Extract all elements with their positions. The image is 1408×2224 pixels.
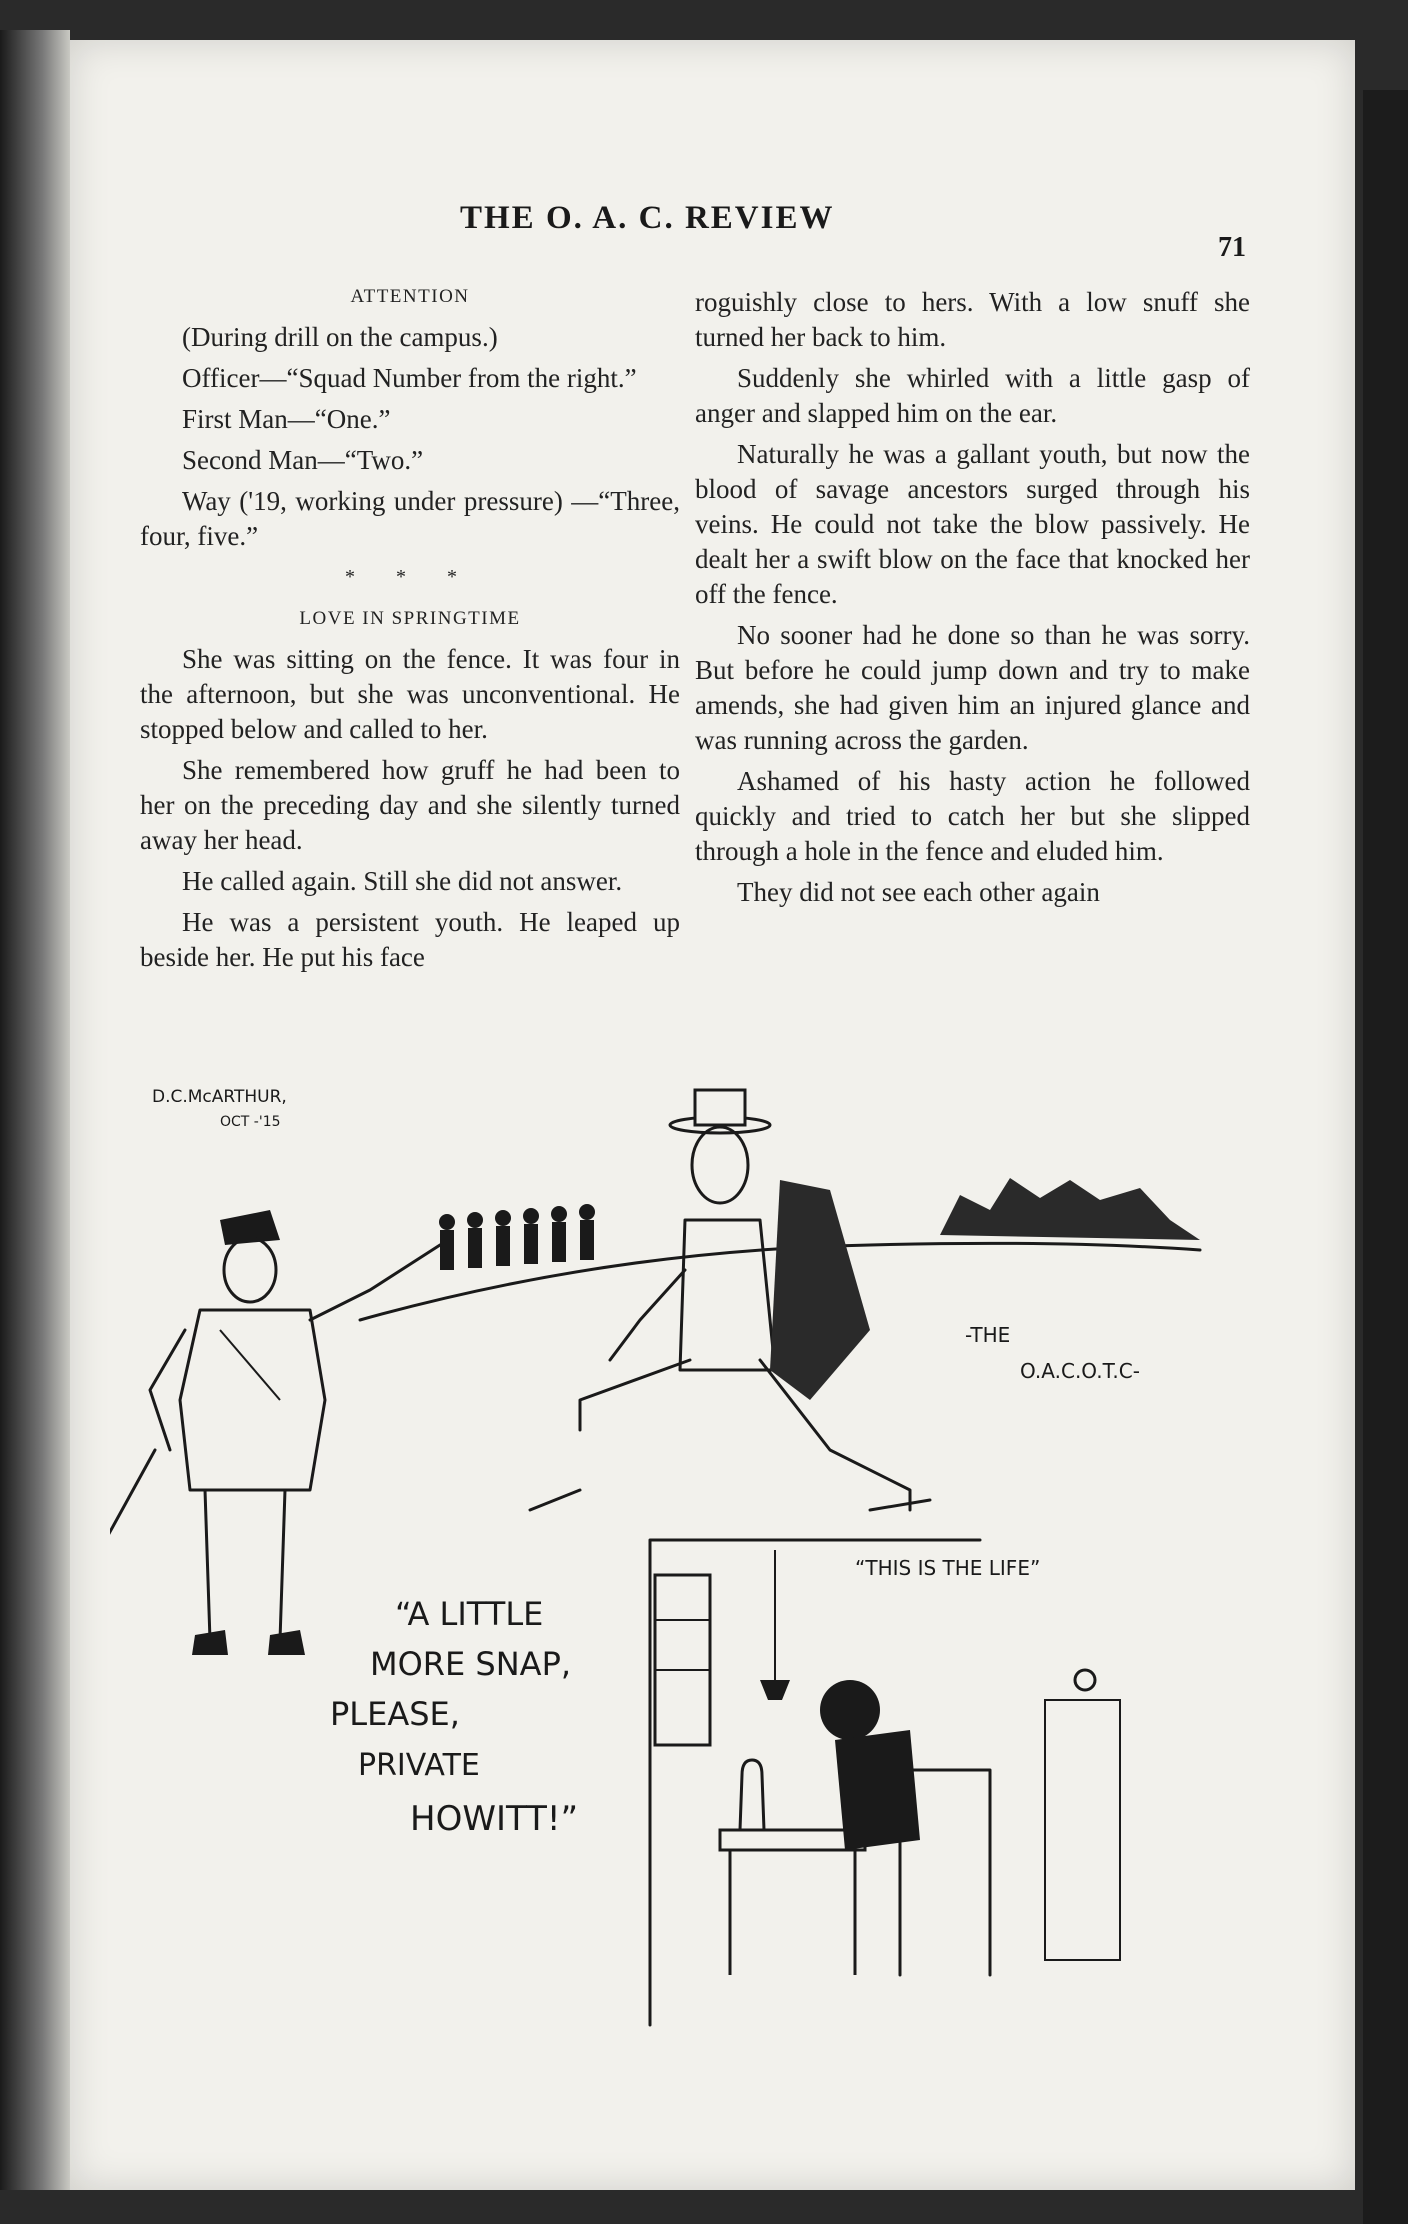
life-caption: “THIS IS THE LIFE”	[855, 1556, 1041, 1580]
left-column	[140, 275, 680, 981]
running-header: THE O. A. C. REVIEW	[460, 200, 835, 236]
story-paragraph: They did not see each other again	[737, 877, 1100, 907]
study-room-scene	[650, 1540, 1120, 2025]
wall-clock	[1075, 1670, 1095, 1690]
story-paragraph: Ashamed of his hasty action he followed quickly and tried to catch her but she slipped through a hole in the fence and eluded him.	[695, 766, 1250, 866]
student-body	[835, 1730, 920, 1850]
section-separator: * * *	[345, 566, 475, 588]
officer	[110, 1210, 440, 1655]
attention-line: Way ('19, working under pressure) —“Three, four, five.”	[140, 486, 680, 551]
story-paragraph: roguishly close to hers. With a low snuff she turned her back to him.	[695, 287, 1250, 352]
story-paragraph: He called again. Still she did not answer.	[182, 866, 623, 896]
attention-line: Officer—“Squad Number from the right.”	[182, 363, 637, 393]
love-heading: LOVE IN SPRINGTIME	[299, 608, 521, 629]
story-paragraph: Naturally he was a gallant youth, but now the blood of savage ancestors surged through his veins. He could not take the blow passively. He dealt her a swift blow on the face that knocked her off the fence.	[695, 439, 1250, 609]
caption-line: HOWITT!”	[410, 1799, 579, 1839]
marching-private	[530, 1090, 930, 1510]
otc-label-initials: O.A.C.O.T.C-	[1020, 1359, 1140, 1383]
student-head	[820, 1680, 880, 1740]
attention-line: First Man—“One.”	[182, 404, 391, 434]
desk	[720, 1830, 865, 1850]
caption-line: MORE SNAP,	[370, 1645, 572, 1683]
bookshelf	[655, 1575, 710, 1745]
bushes	[940, 1178, 1200, 1240]
story-paragraph: He was a persistent youth. He leaped up beside her. He put his face	[140, 907, 680, 972]
cartoon-drawing	[110, 1070, 1250, 2030]
story-paragraph: No sooner had he done so than he was sorry. But before he could jump down and try to make amends, she had given him an injured glance and was running across the garden.	[695, 620, 1250, 755]
attention-line: Second Man—“Two.”	[182, 445, 424, 475]
caption-line: PRIVATE	[358, 1748, 480, 1783]
right-column	[695, 285, 1250, 916]
hanging-lamp	[760, 1680, 790, 1700]
oil-lamp	[740, 1760, 764, 1830]
page-edge-shadow	[1363, 90, 1408, 2224]
book-binding	[0, 30, 70, 2190]
caption-line: “A LITTLE	[395, 1595, 544, 1633]
door	[1045, 1700, 1120, 1960]
signature-date: OCT -'15	[220, 1114, 281, 1130]
story-paragraph: She remembered how gruff he had been to her on the preceding day and she silently turned away her head.	[140, 755, 680, 855]
story-paragraph: She was sitting on the fence. It was four in the afternoon, but she was unconventional. He stopped below and called to her.	[140, 644, 680, 744]
artist-signature: D.C.McARTHUR,	[152, 1087, 287, 1107]
story-paragraph: Suddenly she whirled with a little gasp of anger and slapped him on the ear.	[695, 363, 1250, 428]
otc-label-the: -THE	[965, 1323, 1011, 1347]
attention-line: (During drill on the campus.)	[182, 322, 498, 352]
distant-squad	[439, 1204, 595, 1270]
page-number: 71	[1218, 232, 1246, 263]
cartoon-illustration	[110, 1070, 1250, 2030]
attention-heading: ATTENTION	[350, 286, 470, 307]
caption-line: PLEASE,	[330, 1695, 460, 1733]
